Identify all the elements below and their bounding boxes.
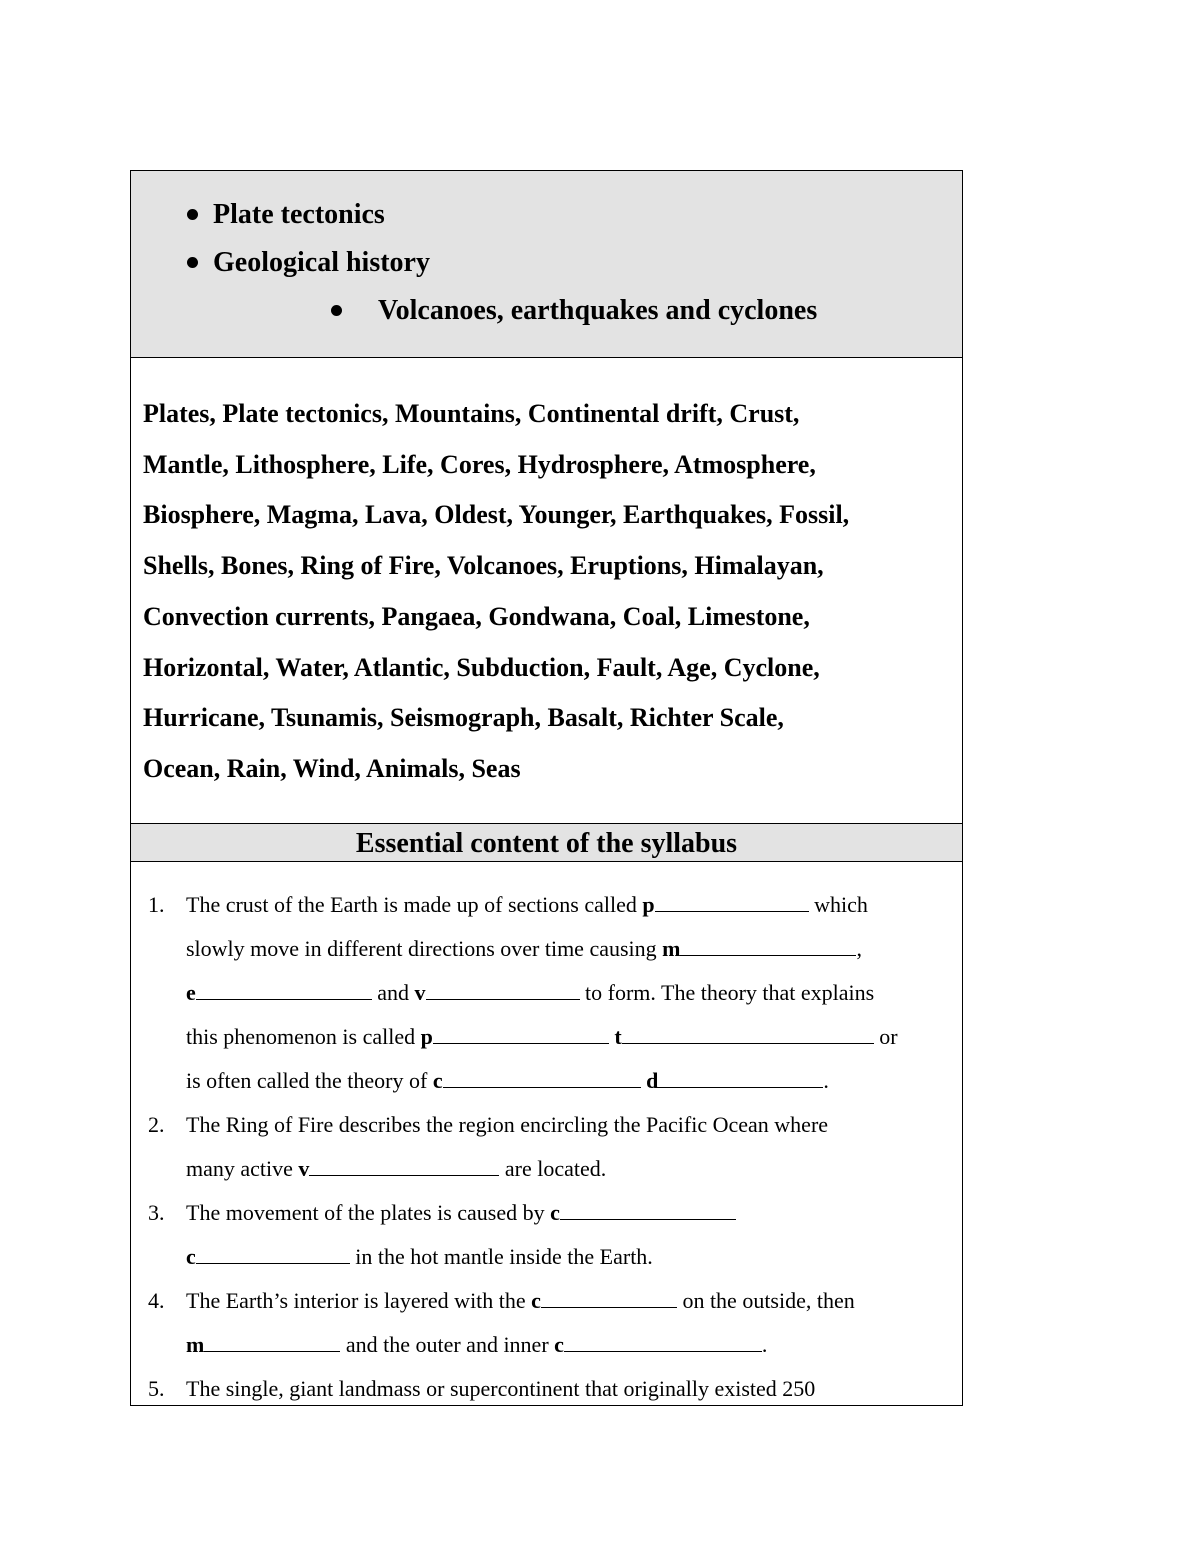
question-line [186,892,868,918]
question-number: 1. [148,892,165,917]
topic-item [187,247,430,279]
blank-hint: e [186,980,196,1005]
answer-blank[interactable] [443,1069,641,1088]
question-text: or [873,1024,898,1049]
topic-item [187,199,385,231]
question-text: The movement of the plates is caused by [186,1200,551,1225]
question-text: to form. The theory that explains [579,980,875,1005]
answer-blank[interactable] [655,893,809,912]
question-line [186,1156,606,1182]
blank-hint: c [432,1068,443,1093]
question-line: The Ring of Fire describes the region encircling the Pacific Ocean where [186,1112,829,1137]
question-text: . [823,1068,829,1093]
answer-blank[interactable] [680,937,856,956]
blank-hint: d [646,1068,659,1093]
question-line [186,1288,855,1314]
keyword-line: Mantle, Lithosphere, Life, Cores, Hydrosphere, Atmosphere, [143,449,816,479]
topic-item [331,295,817,327]
question-text: which [808,892,868,917]
question-text: is often called the theory of [186,1068,433,1093]
worksheet-table [130,170,963,1406]
blank-hint: p [420,1024,433,1049]
question-text: are located. [499,1156,607,1181]
answer-blank[interactable] [309,1157,499,1176]
answer-blank[interactable] [658,1069,823,1088]
topic-label: Plate tectonics [213,199,385,230]
question-line: The single, giant landmass or supercontinent that originally existed 250 [186,1376,816,1401]
blank-hint: c [531,1288,541,1313]
question-line [186,1024,898,1050]
question-text: . [761,1332,768,1357]
blank-hint: c [554,1332,564,1357]
keyword-line: Biosphere, Magma, Lava, Oldest, Younger, Earthquakes, Fossil, [143,500,850,530]
question-number: 5. [148,1376,165,1401]
question-line [186,936,862,962]
bullet-icon [331,305,342,316]
question-text: and the outer and inner [340,1332,555,1357]
section-title: Essential content of the syllabus [131,824,962,862]
question-text: in the hot mantle inside the Earth. [349,1244,653,1269]
blank-hint: m [186,1332,205,1357]
keyword-line: Ocean, Rain, Wind, Animals, Seas [143,753,521,783]
topic-label: Geological history [213,247,430,278]
question-text: on the outside, then [676,1288,855,1313]
answer-blank[interactable] [196,1245,350,1264]
question-text: The Earth’s interior is layered with the [186,1288,532,1313]
answer-blank[interactable] [196,981,372,1000]
blank-hint: p [642,892,655,917]
answer-blank[interactable] [426,981,580,1000]
blank-hint: v [414,980,426,1005]
blank-hint: v [298,1156,310,1181]
questions-panel [131,862,962,1405]
question-line [186,1332,767,1358]
question-number: 2. [148,1112,165,1137]
question-text: many active [186,1156,299,1181]
blank-hint: c [186,1244,196,1269]
question-text: slowly move in different directions over time causing [186,936,663,961]
keyword-line: Shells, Bones, Ring of Fire, Volcanoes, Eruptions, Himalayan, [143,551,824,581]
answer-blank[interactable] [622,1025,874,1044]
answer-blank[interactable] [564,1333,762,1352]
question-line [186,1200,736,1226]
answer-blank[interactable] [204,1333,340,1352]
bullet-icon [187,209,198,220]
keyword-line: Plates, Plate tectonics, Mountains, Continental drift, Crust, [143,399,800,428]
question-text: this phenomenon is called [186,1024,421,1049]
keyword-line: Hurricane, Tsunamis, Seismograph, Basalt, Richter Scale, [143,703,784,733]
bullet-icon [187,257,198,268]
answer-blank[interactable] [560,1201,736,1220]
question-line [186,1244,653,1270]
blank-hint: m [662,936,681,961]
keywords-panel [131,358,962,824]
answer-blank[interactable] [433,1025,609,1044]
question-number: 4. [148,1288,165,1313]
blank-hint: c [550,1200,560,1225]
question-text: and [371,980,415,1005]
question-line [186,1068,829,1094]
question-text: , [856,936,862,961]
question-number: 3. [148,1200,165,1225]
blank-hint: t [614,1024,622,1049]
keyword-line: Horizontal, Water, Atlantic, Subduction, Fault, Age, Cyclone, [143,652,820,682]
question-text: The crust of the Earth is made up of sections called [186,892,643,917]
topic-label: Volcanoes, earthquakes and cyclones [378,295,818,326]
answer-blank[interactable] [541,1289,677,1308]
keyword-line: Convection currents, Pangaea, Gondwana, Coal, Limestone, [143,601,810,631]
question-line [186,980,874,1006]
topics-panel [131,171,962,358]
